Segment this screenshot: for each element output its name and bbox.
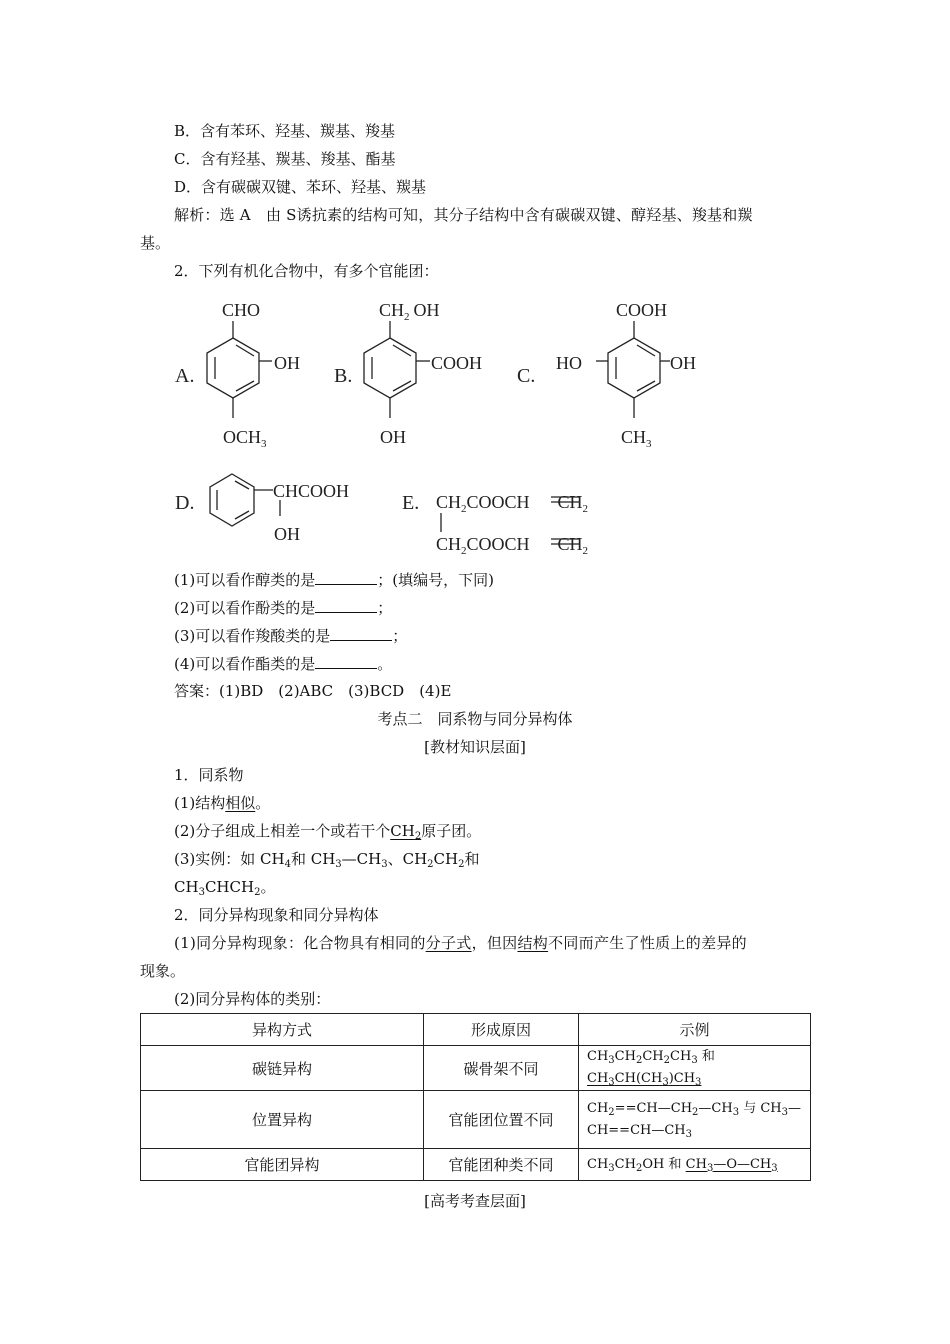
table-cell-cause: 碳骨架不同 (424, 1046, 579, 1091)
structure-c-oh: OH (670, 353, 696, 373)
isomer-point-2: (2)同分异构体的类别： (174, 990, 331, 1008)
analysis-line-2: 基。 (140, 234, 171, 252)
structure-a (207, 321, 272, 418)
answer-line: 答案：(1)BD (2)ABC (3)BCD (4)E (174, 682, 452, 700)
structure-b (364, 321, 430, 418)
option-c: C．含有羟基、羰基、羧基、酯基 (174, 150, 396, 168)
table-cell-example: $CH_2==CH—CH_2—CH_3$ 与 $CH_3—$ $CH==CH—CH_3$ (579, 1091, 811, 1149)
section-subtitle: [教材知识层面] (424, 738, 526, 756)
structure-c-ch3: $CH_3$ (621, 427, 652, 450)
table-header-row (141, 1014, 811, 1046)
table-cell-type: 官能团异构 (141, 1149, 424, 1181)
structure-d-label: D. (175, 492, 195, 514)
table-cell-example: $CH_3CH_2OH$ 和 $CH_3—O—CH_3$ (579, 1149, 811, 1181)
structure-c-cooh: COOH (616, 300, 668, 320)
isomer-types-table (140, 1013, 811, 1181)
table-header-cell: 形成原因 (424, 1014, 579, 1046)
option-b: B．含有苯环、羟基、羰基、羧基 (174, 122, 396, 140)
structure-d (210, 474, 280, 526)
structure-figures (0, 290, 950, 560)
homolog-point-2: (2)分子组成上相差一个或若干个$CH_2$原子团。 (174, 822, 482, 842)
sub-question-1: (1)可以看作醇类的是 ；(填编号，下同) (174, 571, 494, 589)
structure-a-oh: OH (274, 353, 300, 373)
structure-c-ho: HO (556, 353, 582, 373)
structure-e-line-1: $CH_2COOCH$ $CH_2$ (436, 492, 589, 515)
table-header-cell: 异构方式 (141, 1014, 424, 1046)
table-cell-cause: 官能团位置不同 (424, 1091, 579, 1149)
structure-d-chcooh: CHCOOH (273, 481, 350, 501)
answer-blank-3[interactable] (330, 628, 392, 641)
isomer-heading: 2．同分异构现象和同分异构体 (174, 906, 379, 924)
exam-level-heading: [高考考查层面] (424, 1192, 526, 1210)
answer-blank-1[interactable] (315, 572, 377, 585)
answer-blank-2[interactable] (315, 600, 377, 613)
table-header-cell: 示例 (579, 1014, 811, 1046)
isomer-point-1: (1)同分异构现象：化合物具有相同的分子式，但因结构不同而产生了性质上的差异的 (174, 934, 747, 952)
structure-a-och3: $OCH_3$ (223, 427, 267, 450)
structure-e-label: E. (402, 492, 420, 514)
sub-question-3: (3)可以看作羧酸类的是 ； (174, 627, 408, 645)
option-d: D．含有碳碳双键、苯环、羟基、羰基 (174, 178, 427, 196)
table-cell-cause: 官能团种类不同 (424, 1149, 579, 1181)
table-row (141, 1149, 811, 1181)
sub-question-4: (4)可以看作酯类的是 。 (174, 655, 393, 673)
isomer-point-1-line-2: 现象。 (140, 962, 186, 980)
structure-b-label: B. (334, 365, 353, 387)
table-cell-example: $CH_3CH_2CH_2CH_3$ 和 $CH_3CH(CH_3)CH_3$ (579, 1046, 811, 1091)
structure-b-cooh: COOH (431, 353, 483, 373)
analysis-line-1: 解析：选 A 由 S诱抗素的结构可知，其分子结构中含有碳碳双键、醇羟基、羧基和羰 (174, 206, 753, 224)
homolog-heading: 1．同系物 (174, 766, 244, 784)
homolog-point-3-line-2: $CH_3CHCH_2$。 (174, 878, 276, 898)
sub-question-2: (2)可以看作酚类的是 ； (174, 599, 393, 617)
structure-b-oh: OH (380, 427, 406, 447)
table-row (141, 1046, 811, 1091)
section-title: 考点二 同系物与同分异构体 (377, 710, 573, 728)
table-row (141, 1091, 811, 1149)
structure-a-cho: CHO (222, 300, 261, 320)
homolog-point-1: (1)结构相似。 (174, 794, 271, 812)
structure-a-label: A. (175, 365, 195, 387)
table-cell-type: 碳链异构 (141, 1046, 424, 1091)
table-cell-type: 位置异构 (141, 1091, 424, 1149)
structure-d-oh: OH (274, 524, 300, 544)
homolog-point-3: (3)实例：如 $CH_4$和 $CH_3—CH_3$、$CH_2CH_2$和 (174, 850, 480, 870)
structure-b-ch2oh: $CH_2$ OH (379, 300, 440, 323)
structure-c-label: C. (517, 365, 536, 387)
answer-blank-4[interactable] (315, 656, 377, 669)
structure-c (596, 321, 670, 418)
structure-e-line-2: $CH_2COOCH$ $CH_2$ (436, 534, 589, 557)
question-2-stem: 2．下列有机化合物中，有多个官能团： (174, 262, 439, 280)
